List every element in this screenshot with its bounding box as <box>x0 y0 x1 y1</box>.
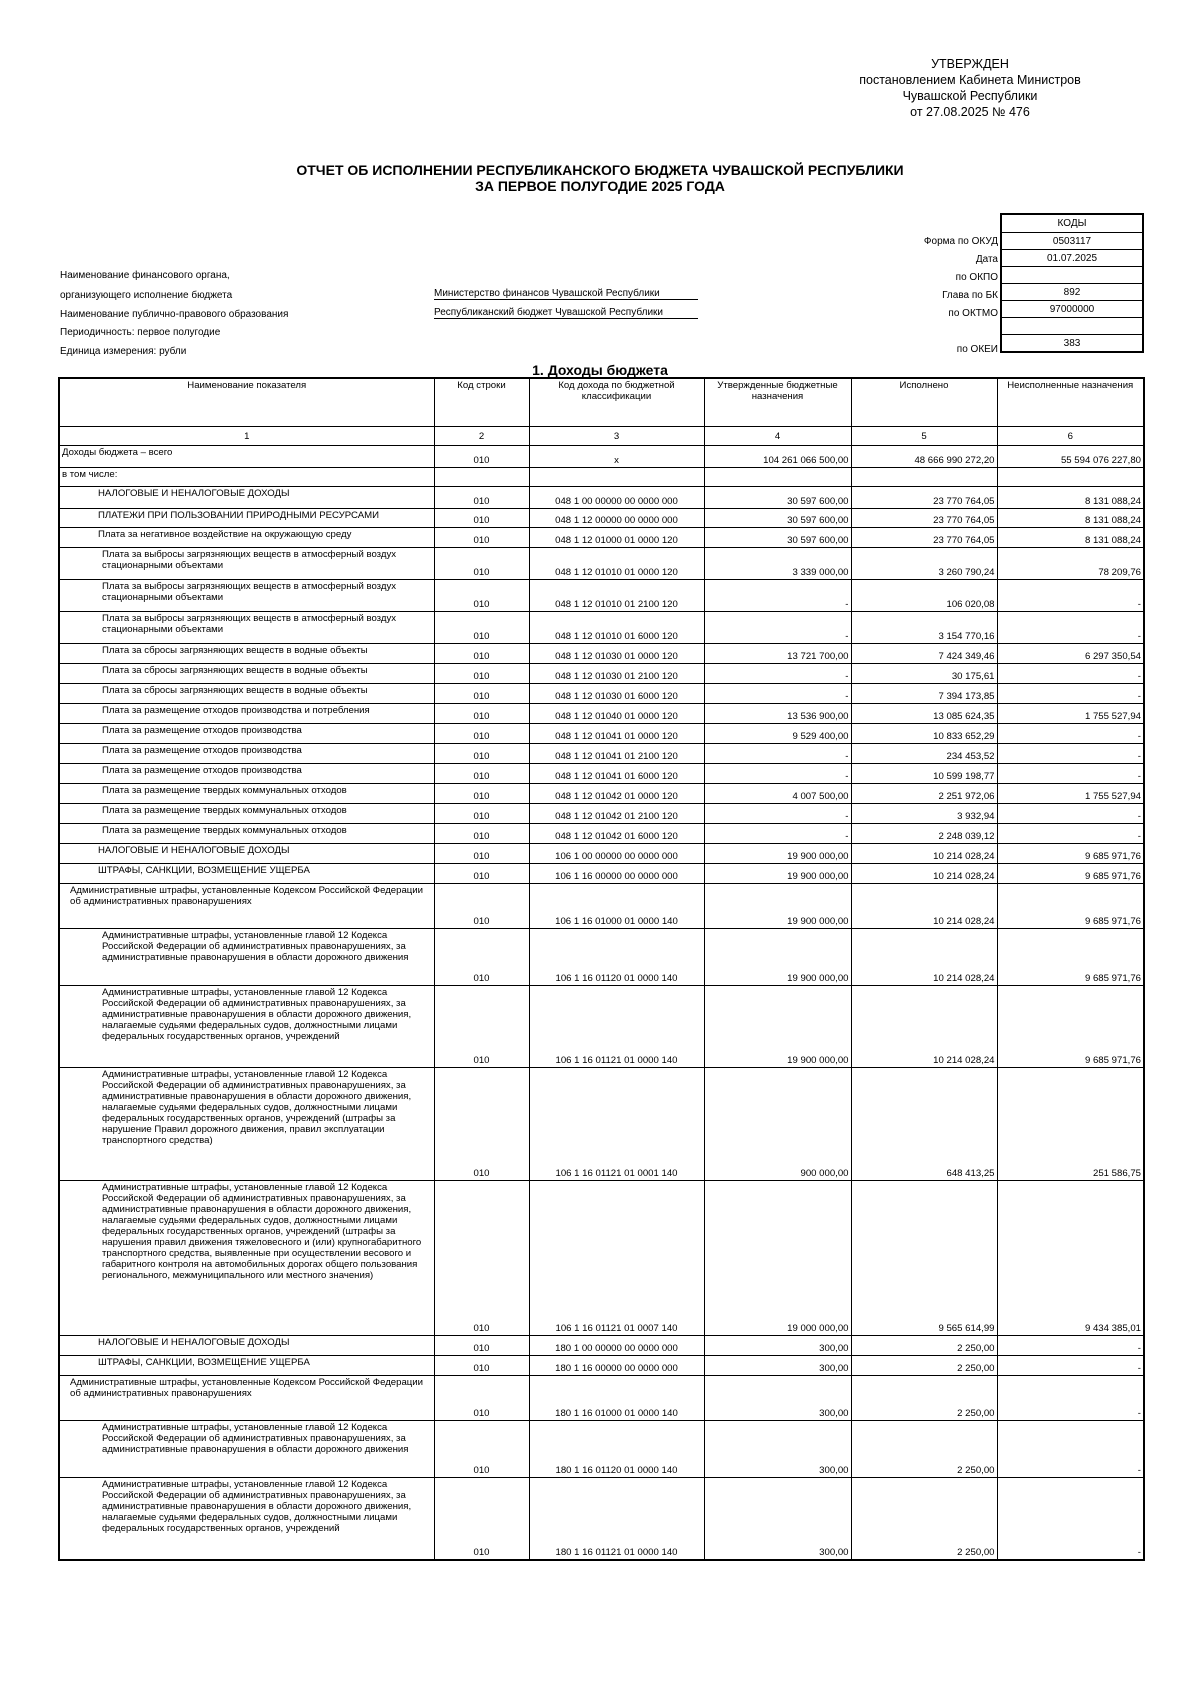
table-row-name: НАЛОГОВЫЕ И НЕНАЛОГОВЫЕ ДОХОДЫ <box>59 1336 434 1356</box>
table-row-code: 048 1 12 01041 01 0000 120 <box>529 724 704 744</box>
table-row-name: Плата за размещение твердых коммунальных отходов <box>59 784 434 804</box>
table-row-line: 010 <box>434 784 529 804</box>
col-header-remaining: Неисполненные назначения <box>997 378 1144 427</box>
col-header-approved: Утвержденные бюджетные назначения <box>704 378 851 427</box>
unit-of-measure: Единица измерения: рубли <box>60 346 187 357</box>
fin-org-label-1: Наименование финансового органа, <box>60 270 230 281</box>
table-row-name: Плата за размещение твердых коммунальных отходов <box>59 824 434 844</box>
table-row <box>59 764 1144 784</box>
table-row-line: 010 <box>434 884 529 929</box>
table-row-executed: 2 250,00 <box>851 1421 997 1478</box>
table-row-approved: - <box>704 824 851 844</box>
table-row-code: 048 1 12 01030 01 0000 120 <box>529 644 704 664</box>
table-row-line: 010 <box>434 644 529 664</box>
table-row-remaining: 55 594 076 227,80 <box>997 446 1144 468</box>
approval-line-2: постановлением Кабинета Министров <box>859 73 1081 87</box>
table-row-approved: - <box>704 804 851 824</box>
table-row-approved: 300,00 <box>704 1336 851 1356</box>
table-row-code: 048 1 12 01041 01 2100 120 <box>529 744 704 764</box>
table-row-approved: 104 261 066 500,00 <box>704 446 851 468</box>
table-row-approved: 30 597 600,00 <box>704 528 851 548</box>
table-row <box>59 580 1144 612</box>
table-row-executed: 10 214 028,24 <box>851 884 997 929</box>
table-row-executed: 2 250,00 <box>851 1376 997 1421</box>
table-row-name: Плата за размещение отходов производства <box>59 744 434 764</box>
table-row-code: 048 1 12 01010 01 0000 120 <box>529 548 704 580</box>
table-row-line: 010 <box>434 580 529 612</box>
table-row-name: Плата за размещение твердых коммунальных отходов <box>59 804 434 824</box>
table-row <box>59 446 1144 468</box>
table-row-approved: - <box>704 684 851 704</box>
table-row-remaining: 1 755 527,94 <box>997 784 1144 804</box>
col-header-name: Наименование показателя <box>59 378 434 427</box>
table-row-executed: 30 175,61 <box>851 664 997 684</box>
table-row-executed: 10 214 028,24 <box>851 929 997 986</box>
col-header-code: Код дохода по бюджетной классификации <box>529 378 704 427</box>
table-row-remaining: 78 209,76 <box>997 548 1144 580</box>
table-row-line <box>434 468 529 487</box>
table-row-line: 010 <box>434 548 529 580</box>
table-row-executed: 106 020,08 <box>851 580 997 612</box>
code-label: Дата <box>975 254 998 265</box>
column-number-row <box>59 427 1144 446</box>
table-row-code: 180 1 16 01000 01 0000 140 <box>529 1376 704 1421</box>
fin-org-value: Министерство финансов Чувашской Республики <box>434 288 698 300</box>
table-row-line: 010 <box>434 824 529 844</box>
entity-label: Наименование публично-правового образования <box>60 309 289 320</box>
table-row-name: Плата за сбросы загрязняющих веществ в водные объекты <box>59 664 434 684</box>
table-row-remaining: 9 685 971,76 <box>997 986 1144 1068</box>
code-label: по ОКПО <box>955 272 998 283</box>
col-number: 1 <box>59 427 434 446</box>
table-row-code: 180 1 16 00000 00 0000 000 <box>529 1356 704 1376</box>
codes-labels <box>880 233 998 359</box>
table-row-name: Плата за сбросы загрязняющих веществ в водные объекты <box>59 684 434 704</box>
table-row-line: 010 <box>434 487 529 509</box>
table-row-name: Административные штрафы, установленные Кодексом Российской Федерации об административных правонарушениях <box>59 1376 434 1421</box>
table-row-code: 106 1 16 01121 01 0007 140 <box>529 1181 704 1336</box>
table-row-line: 010 <box>434 804 529 824</box>
table-row-approved: 300,00 <box>704 1356 851 1376</box>
table-row-line: 010 <box>434 1478 529 1561</box>
table-row-name: Административные штрафы, установленные главой 12 Кодекса Российской Федерации об административных правонарушениях, за административные правонарушения в области дорожного движения <box>59 929 434 986</box>
table-row-remaining: 6 297 350,54 <box>997 644 1144 664</box>
codes-table <box>1000 213 1144 353</box>
approval-line-3: Чувашской Республики <box>902 89 1038 103</box>
table-row-approved: - <box>704 612 851 644</box>
table-row-line: 010 <box>434 929 529 986</box>
table-row-executed: 2 248 039,12 <box>851 824 997 844</box>
code-label: Глава по БК <box>942 290 998 301</box>
code-label <box>880 323 998 341</box>
code-label: по ОКЕИ <box>956 344 998 355</box>
table-row-line: 010 <box>434 664 529 684</box>
table-row-code: 048 1 12 01040 01 0000 120 <box>529 704 704 724</box>
table-row-executed: 648 413,25 <box>851 1068 997 1181</box>
table-row <box>59 929 1144 986</box>
entity-value: Республиканский бюджет Чувашской Республики <box>434 307 698 319</box>
table-row-code: 048 1 12 01042 01 0000 120 <box>529 784 704 804</box>
table-row-line: 010 <box>434 844 529 864</box>
table-row-approved: 19 900 000,00 <box>704 864 851 884</box>
table-row <box>59 784 1144 804</box>
table-row-approved: 30 597 600,00 <box>704 487 851 509</box>
col-number: 4 <box>704 427 851 446</box>
table-row-remaining <box>997 468 1144 487</box>
code-value: 01.07.2025 <box>1001 250 1143 267</box>
code-value: 892 <box>1001 284 1143 301</box>
col-number: 3 <box>529 427 704 446</box>
table-row <box>59 704 1144 724</box>
approval-stamp <box>820 56 1120 120</box>
table-row-approved: 9 529 400,00 <box>704 724 851 744</box>
table-row-approved: 30 597 600,00 <box>704 509 851 528</box>
code-value: 97000000 <box>1001 301 1143 318</box>
table-row-executed: 23 770 764,05 <box>851 528 997 548</box>
table-row-line: 010 <box>434 1421 529 1478</box>
table-row-remaining: - <box>997 804 1144 824</box>
table-row-remaining: - <box>997 1376 1144 1421</box>
table-row-approved: 13 536 900,00 <box>704 704 851 724</box>
table-row-approved: 19 000 000,00 <box>704 1181 851 1336</box>
table-row-remaining: - <box>997 1336 1144 1356</box>
table-row-approved: 3 339 000,00 <box>704 548 851 580</box>
table-row-line: 010 <box>434 704 529 724</box>
table-row-executed: 10 214 028,24 <box>851 864 997 884</box>
table-row <box>59 804 1144 824</box>
table-row-executed: 9 565 614,99 <box>851 1181 997 1336</box>
table-row-executed: 2 250,00 <box>851 1336 997 1356</box>
table-row-line: 010 <box>434 612 529 644</box>
report-title-line-1: ОТЧЕТ ОБ ИСПОЛНЕНИИ РЕСПУБЛИКАНСКОГО БЮДЖЕТА ЧУВАШСКОЙ РЕСПУБЛИКИ <box>296 162 904 178</box>
table-row-remaining: - <box>997 724 1144 744</box>
table-row <box>59 509 1144 528</box>
table-row-name: Административные штрафы, установленные главой 12 Кодекса Российской Федерации об административных правонарушениях, за административные правонарушения в области дорожного движения, налагаемые судьями федеральных судов, должностными лицами федеральных государственных органов, учреждений <box>59 1478 434 1561</box>
table-row-approved: 900 000,00 <box>704 1068 851 1181</box>
table-row-line: 010 <box>434 764 529 784</box>
table-row-name: Административные штрафы, установленные главой 12 Кодекса Российской Федерации об административных правонарушениях, за административные правонарушения в области дорожного движения, налагаемые судьями федеральных судов, должностными лицами федеральных государственных органов, учреждений (штрафы за нарушения правил движения тяжеловесного и (или) крупногабаритного транспортного средства, выявленные при осуществлении весового и габаритного контроля на автомобильных дорогах общего пользования регионального, межмуниципального или местного значения) <box>59 1181 434 1336</box>
approval-line-4: от 27.08.2025 № 476 <box>910 105 1030 119</box>
table-row-remaining: - <box>997 824 1144 844</box>
code-label: Форма по ОКУД <box>923 236 998 247</box>
table-row <box>59 884 1144 929</box>
table-row <box>59 986 1144 1068</box>
table-row-code: 106 1 16 01121 01 0000 140 <box>529 986 704 1068</box>
table-row-executed <box>851 468 997 487</box>
table-row-code: 048 1 12 01030 01 6000 120 <box>529 684 704 704</box>
table-row <box>59 468 1144 487</box>
table-row-approved: 13 721 700,00 <box>704 644 851 664</box>
table-row-remaining: - <box>997 1478 1144 1561</box>
table-row-remaining: - <box>997 684 1144 704</box>
codes-header: КОДЫ <box>1001 214 1143 233</box>
table-row <box>59 644 1144 664</box>
table-row-executed: 10 214 028,24 <box>851 986 997 1068</box>
table-row-executed: 2 251 972,06 <box>851 784 997 804</box>
table-row-executed: 23 770 764,05 <box>851 509 997 528</box>
table-row-line: 010 <box>434 1181 529 1336</box>
table-row-approved <box>704 468 851 487</box>
table-row-approved: - <box>704 580 851 612</box>
table-row <box>59 548 1144 580</box>
table-row-remaining: 1 755 527,94 <box>997 704 1144 724</box>
table-row <box>59 664 1144 684</box>
table-row-remaining: 251 586,75 <box>997 1068 1144 1181</box>
col-number: 2 <box>434 427 529 446</box>
table-row-name: ШТРАФЫ, САНКЦИИ, ВОЗМЕЩЕНИЕ УЩЕРБА <box>59 1356 434 1376</box>
table-row-name: Доходы бюджета – всего <box>59 446 434 468</box>
table-row-name: ШТРАФЫ, САНКЦИИ, ВОЗМЕЩЕНИЕ УЩЕРБА <box>59 864 434 884</box>
table-row-approved: 300,00 <box>704 1376 851 1421</box>
table-row <box>59 1181 1144 1336</box>
table-row-executed: 3 154 770,16 <box>851 612 997 644</box>
code-value <box>1001 267 1143 284</box>
table-row-approved: 19 900 000,00 <box>704 844 851 864</box>
col-number: 6 <box>997 427 1144 446</box>
table-row-name: Плата за размещение отходов производства <box>59 764 434 784</box>
table-row <box>59 724 1144 744</box>
table-row-executed: 7 394 173,85 <box>851 684 997 704</box>
table-row-executed: 13 085 624,35 <box>851 704 997 724</box>
table-row <box>59 1421 1144 1478</box>
table-row-code: 180 1 16 01121 01 0000 140 <box>529 1478 704 1561</box>
table-row-name: Плата за размещение отходов производства <box>59 724 434 744</box>
table-row-code: 106 1 16 01120 01 0000 140 <box>529 929 704 986</box>
income-table <box>58 377 1145 1561</box>
table-row-remaining: 9 685 971,76 <box>997 864 1144 884</box>
table-row-line: 010 <box>434 1068 529 1181</box>
table-row-line: 010 <box>434 744 529 764</box>
table-row-executed: 2 250,00 <box>851 1478 997 1561</box>
table-row-executed: 2 250,00 <box>851 1356 997 1376</box>
code-value: 0503117 <box>1001 233 1143 250</box>
table-row-approved: 19 900 000,00 <box>704 986 851 1068</box>
table-row-approved: 19 900 000,00 <box>704 884 851 929</box>
table-row <box>59 844 1144 864</box>
table-row-code: 106 1 16 01000 01 0000 140 <box>529 884 704 929</box>
table-body <box>59 446 1144 1561</box>
table-row <box>59 487 1144 509</box>
table-row-executed: 48 666 990 272,20 <box>851 446 997 468</box>
table-row-remaining: 9 685 971,76 <box>997 844 1144 864</box>
table-row-remaining: - <box>997 580 1144 612</box>
table-row-name: НАЛОГОВЫЕ И НЕНАЛОГОВЫЕ ДОХОДЫ <box>59 487 434 509</box>
table-row-name: Административные штрафы, установленные Кодексом Российской Федерации об административных правонарушениях <box>59 884 434 929</box>
periodicity: Периодичность: первое полугодие <box>60 327 221 338</box>
table-row-executed: 10 833 652,29 <box>851 724 997 744</box>
table-row <box>59 1068 1144 1181</box>
table-row-approved: 19 900 000,00 <box>704 929 851 986</box>
table-row-line: 010 <box>434 509 529 528</box>
table-row-remaining: 8 131 088,24 <box>997 528 1144 548</box>
table-row-approved: - <box>704 744 851 764</box>
table-row-line: 010 <box>434 1376 529 1421</box>
table-row-code: 048 1 12 01010 01 6000 120 <box>529 612 704 644</box>
table-row-executed: 7 424 349,46 <box>851 644 997 664</box>
table-row-remaining: 8 131 088,24 <box>997 509 1144 528</box>
table-row-code: 048 1 12 00000 00 0000 000 <box>529 509 704 528</box>
table-row-code: 048 1 12 01042 01 6000 120 <box>529 824 704 844</box>
table-row-executed: 10 599 198,77 <box>851 764 997 784</box>
table-row-line: 010 <box>434 724 529 744</box>
table-row-name: в том числе: <box>59 468 434 487</box>
col-number: 5 <box>851 427 997 446</box>
table-row-approved: - <box>704 664 851 684</box>
code-value: 383 <box>1001 335 1143 353</box>
table-row-approved: 4 007 500,00 <box>704 784 851 804</box>
header-row <box>59 378 1144 427</box>
table-row-remaining: - <box>997 744 1144 764</box>
table-row-name: Плата за размещение отходов производства и потребления <box>59 704 434 724</box>
table-row-name: Плата за выбросы загрязняющих веществ в атмосферный воздух стационарными объектами <box>59 612 434 644</box>
code-label: по ОКТМО <box>948 308 998 319</box>
table-row-name: Административные штрафы, установленные главой 12 Кодекса Российской Федерации об административных правонарушениях, за административные правонарушения в области дорожного движения, налагаемые судьями федеральных судов, должностными лицами федеральных государственных органов, учреждений (штрафы за нарушение Правил дорожного движения, правил эксплуатации транспортного средства) <box>59 1068 434 1181</box>
table-row-approved: 300,00 <box>704 1421 851 1478</box>
table-row-code: 106 1 00 00000 00 0000 000 <box>529 844 704 864</box>
report-title-line-2: ЗА ПЕРВОЕ ПОЛУГОДИЕ 2025 ГОДА <box>475 178 725 194</box>
table-row-line: 010 <box>434 986 529 1068</box>
table-row-name: Плата за сбросы загрязняющих веществ в водные объекты <box>59 644 434 664</box>
table-row-code: х <box>529 446 704 468</box>
table-row-line: 010 <box>434 1336 529 1356</box>
table-row-remaining: 8 131 088,24 <box>997 487 1144 509</box>
table-row-line: 010 <box>434 1356 529 1376</box>
table-row-code <box>529 468 704 487</box>
table-row-remaining: - <box>997 612 1144 644</box>
table-row-remaining: - <box>997 764 1144 784</box>
table-row-code: 048 1 00 00000 00 0000 000 <box>529 487 704 509</box>
table-row-approved: 300,00 <box>704 1478 851 1561</box>
table-row-name: НАЛОГОВЫЕ И НЕНАЛОГОВЫЕ ДОХОДЫ <box>59 844 434 864</box>
table-row-name: Административные штрафы, установленные главой 12 Кодекса Российской Федерации об административных правонарушениях, за административные правонарушения в области дорожного движения <box>59 1421 434 1478</box>
table-row-name: Административные штрафы, установленные главой 12 Кодекса Российской Федерации об административных правонарушениях, за административные правонарушения в области дорожного движения, налагаемые судьями федеральных судов, должностными лицами федеральных государственных органов, учреждений <box>59 986 434 1068</box>
table-row-executed: 23 770 764,05 <box>851 487 997 509</box>
table-row-name: Плата за выбросы загрязняющих веществ в атмосферный воздух стационарными объектами <box>59 580 434 612</box>
table-row-line: 010 <box>434 528 529 548</box>
table-row-executed: 3 260 790,24 <box>851 548 997 580</box>
table-row-executed: 10 214 028,24 <box>851 844 997 864</box>
table-row <box>59 1356 1144 1376</box>
table-row <box>59 684 1144 704</box>
table-row <box>59 824 1144 844</box>
col-header-line: Код строки <box>434 378 529 427</box>
table-row-name: ПЛАТЕЖИ ПРИ ПОЛЬЗОВАНИИ ПРИРОДНЫМИ РЕСУРСАМИ <box>59 509 434 528</box>
table-row-remaining: 9 685 971,76 <box>997 884 1144 929</box>
table-row-remaining: 9 685 971,76 <box>997 929 1144 986</box>
table-row-name: Плата за выбросы загрязняющих веществ в атмосферный воздух стационарными объектами <box>59 548 434 580</box>
section-title: 1. Доходы бюджета <box>532 362 668 378</box>
table-row-code: 048 1 12 01030 01 2100 120 <box>529 664 704 684</box>
table-row-code: 180 1 16 01120 01 0000 140 <box>529 1421 704 1478</box>
fin-org-label-2: организующего исполнение бюджета <box>60 290 233 301</box>
table-row <box>59 1478 1144 1561</box>
table-row <box>59 612 1144 644</box>
table-row-executed: 3 932,94 <box>851 804 997 824</box>
table-row-line: 010 <box>434 684 529 704</box>
approval-line-1: УТВЕРЖДЕН <box>931 57 1009 71</box>
table-row-code: 048 1 12 01000 01 0000 120 <box>529 528 704 548</box>
table-row <box>59 1336 1144 1356</box>
table-row-line: 010 <box>434 446 529 468</box>
table-row-remaining: - <box>997 664 1144 684</box>
code-value <box>1001 318 1143 335</box>
table-row-executed: 234 453,52 <box>851 744 997 764</box>
table-row-code: 106 1 16 00000 00 0000 000 <box>529 864 704 884</box>
table-row <box>59 864 1144 884</box>
table-row-remaining: 9 434 385,01 <box>997 1181 1144 1336</box>
table-row-code: 048 1 12 01041 01 6000 120 <box>529 764 704 784</box>
table-row-code: 180 1 00 00000 00 0000 000 <box>529 1336 704 1356</box>
table-row-code: 048 1 12 01010 01 2100 120 <box>529 580 704 612</box>
table-row-approved: - <box>704 764 851 784</box>
table-row-code: 048 1 12 01042 01 2100 120 <box>529 804 704 824</box>
table-row-line: 010 <box>434 864 529 884</box>
table-row-remaining: - <box>997 1356 1144 1376</box>
table-row-name: Плата за негативное воздействие на окружающую среду <box>59 528 434 548</box>
table-row-code: 106 1 16 01121 01 0001 140 <box>529 1068 704 1181</box>
report-title <box>160 162 1040 194</box>
table-row <box>59 744 1144 764</box>
col-header-executed: Исполнено <box>851 378 997 427</box>
table-row <box>59 528 1144 548</box>
table-row-remaining: - <box>997 1421 1144 1478</box>
table-row <box>59 1376 1144 1421</box>
